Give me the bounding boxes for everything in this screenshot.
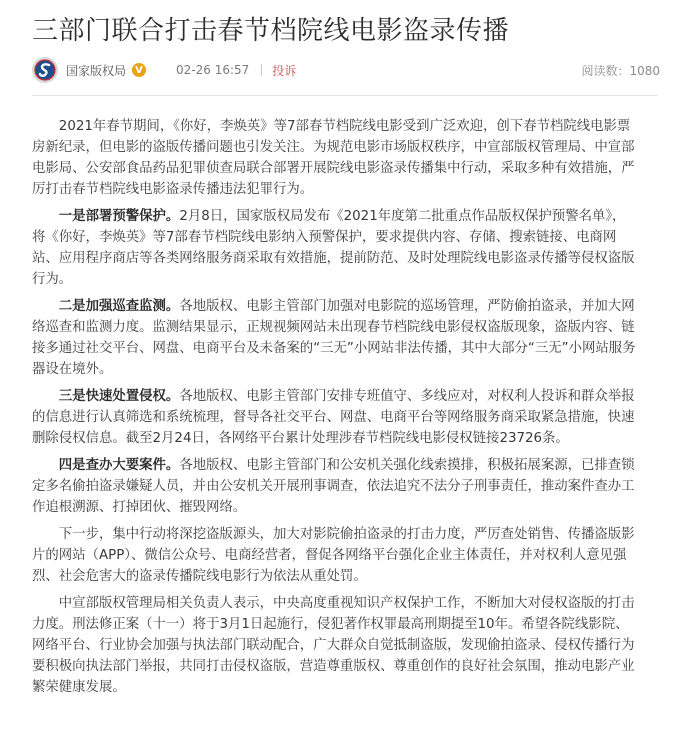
complain-link[interactable]: 投诉 xyxy=(272,63,297,78)
article-body xyxy=(32,116,636,704)
paragraph-2 xyxy=(32,206,636,290)
article-title: 三部门联合打击春节档院线电影盗录传播 xyxy=(32,16,510,46)
v-verified-icon: V xyxy=(132,63,146,77)
paragraph-lead: 一是部署预警保护。 xyxy=(58,209,180,224)
article-meta-bar xyxy=(32,54,660,86)
publish-time: 02-26 16:57 xyxy=(176,63,250,77)
paragraph-1 xyxy=(32,116,636,200)
paragraph-3 xyxy=(32,296,636,380)
header-divider xyxy=(32,95,658,96)
paragraph-text: 下一步，集中行动将深挖盗版源头，加大对影院偷拍盗录的打击力度，严厉查处销售、传播盗版影片的网站（APP）、微信公众号、电商经营者，督促各网络平台强化企业主体责任，并对权利人意见强烈、社会危害大的盗录传播院线电影行为依法从重处罚。 xyxy=(32,527,635,584)
paragraph-lead: 二是加强巡查监测。 xyxy=(58,299,180,314)
paragraph-5 xyxy=(32,455,636,518)
paragraph-lead: 三是快速处置侵权。 xyxy=(58,389,180,404)
read-count: 阅读数：1080 xyxy=(581,63,660,78)
paragraph-lead: 四是查办大要案件。 xyxy=(58,458,180,473)
paragraph-text: 2021年春节期间，《你好，李焕英》等7部春节档院线电影受到广泛欢迎，创下春节档院线电影票房新纪录，但电影的盗版传播问题也引发关注。为规范电影市场版权秩序，中宣部版权管理局、中宣部电影局、公安部食品药品犯罪侦查局联合部署开展院线电影盗录传播集中行动，采取多种有效措施，严厉打击春节档院线电影盗录传播违法犯罪行为。 xyxy=(32,119,635,197)
publisher-name-link[interactable]: 国家版权局 xyxy=(66,63,127,78)
paragraph-text: 各地版权、电影主管部门加强对电影院的巡场管理，严防偷拍盗录，并加大网络巡查和监测力度。监测结果显示，正规视频网站未出现春节档院线电影侵权盗版现象，盗版内容、链接多通过社交平台、网盘、电商平台及未备案的“三无”小网站非法传播，其中大部分“三无”小网站服务器设在境外。 xyxy=(32,299,636,377)
paragraph-text: 各地版权、电影主管部门安排专班值守、多线应对，对权利人投诉和群众举报的信息进行认真筛选和系统梳理，督导各社交平台、网盘、电商平台等网络服务商采取紧急措施，快速删除侵权信息。截至2月24日，各网络平台累计处理涉春节档院线电影侵权链接23726条。 xyxy=(32,389,635,446)
meta-divider xyxy=(261,64,262,76)
paragraph-6 xyxy=(32,524,636,587)
paragraph-4 xyxy=(32,386,636,449)
publisher-logo-icon[interactable] xyxy=(32,57,58,83)
paragraph-text: 2月8日，国家版权局发布《2021年度第二批重点作品版权保护预警名单》，将《你好，李焕英》等7部春节档院线电影纳入预警保护，要求提供内容、存储、搜索链接、电商网站、应用程序商店等各类网络服务商采取有效措施，提前防范、及时处理院线电影盗录传播等侵权盗版行为。 xyxy=(32,209,635,287)
paragraph-text: 各地版权、电影主管部门和公安机关强化线索摸排，积极拓展案源，已排查锁定多名偷拍盗录嫌疑人员，并由公安机关开展刑事调查，依法追究不法分子刑事责任，推动案件查办工作追根溯源、打掉团伙、摧毁网络。 xyxy=(32,458,635,515)
paragraph-text: 中宣部版权管理局相关负责人表示，中央高度重视知识产权保护工作，不断加大对侵权盗版的打击力度。刑法修正案（十一）将于3月1日起施行，侵犯著作权罪最高刑期提至10年。希望各院线影院、网络平台、行业协会加强与执法部门联动配合，广大群众自觉抵制盗版，发现偷拍盗录、侵权传播行为要积极向执法部门举报，共同打击侵权盗版，营造尊重版权、尊重创作的良好社会氛围，推动电影产业繁荣健康发展。 xyxy=(32,596,635,695)
paragraph-7 xyxy=(32,593,636,698)
